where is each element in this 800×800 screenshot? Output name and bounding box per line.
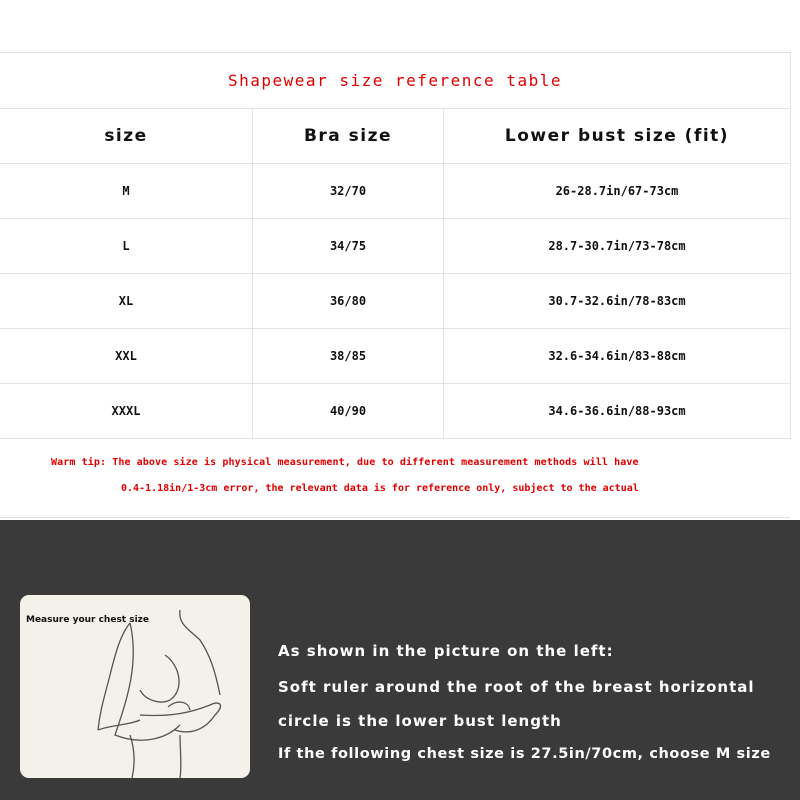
table-title: Shapewear size reference table <box>0 53 790 109</box>
size-table <box>0 52 791 439</box>
table-row <box>0 329 790 384</box>
tip-line-2: 0.4-1.18in/1-3cm error, the relevant data is for reference only, subject to the actual <box>121 483 639 494</box>
measure-illustration-card <box>20 595 250 778</box>
cell-bra: 36/80 <box>253 274 444 328</box>
cell-bust: 26-28.7in/67-73cm <box>555 184 679 198</box>
header-size: size <box>0 109 253 163</box>
cell-bra: 32/70 <box>253 164 444 218</box>
cell-bra: 38/85 <box>253 329 444 383</box>
cell-bust: 34.6-36.6in/88-93cm <box>548 404 686 418</box>
measure-line-2: Soft ruler around the root of the breast horizontal <box>278 678 755 696</box>
cell-bra: 40/90 <box>253 384 444 438</box>
cell-size: XXL <box>0 329 253 383</box>
cell-bust: 28.7-30.7in/73-78cm <box>548 239 686 253</box>
table-row <box>0 274 790 329</box>
table-header-row <box>0 109 790 164</box>
table-row <box>0 164 790 219</box>
measure-line-4: If the following chest size is 27.5in/70cm, choose M size <box>278 746 771 762</box>
measure-section <box>0 520 800 800</box>
cell-size: XXXL <box>0 384 253 438</box>
measure-line-1: As shown in the picture on the left: <box>278 642 614 660</box>
cell-bust: 30.7-32.6in/78-83cm <box>548 294 686 308</box>
card-label: Measure your chest size <box>26 615 150 625</box>
table-row <box>0 219 790 274</box>
cell-size: M <box>0 164 253 218</box>
header-lower-bust: Lower bust size (fit) <box>504 126 730 146</box>
table-row <box>0 384 790 439</box>
measure-line-3: circle is the lower bust length <box>278 712 562 730</box>
cell-size: XL <box>0 274 253 328</box>
tip-line-1: Warm tip: The above size is physical measurement, due to different measurement methods will have <box>51 457 639 468</box>
header-bra-size: Bra size <box>253 109 444 163</box>
cell-size: L <box>0 219 253 273</box>
warm-tip <box>0 445 790 518</box>
cell-bra: 34/75 <box>253 219 444 273</box>
cell-bust: 32.6-34.6in/83-88cm <box>548 349 686 363</box>
